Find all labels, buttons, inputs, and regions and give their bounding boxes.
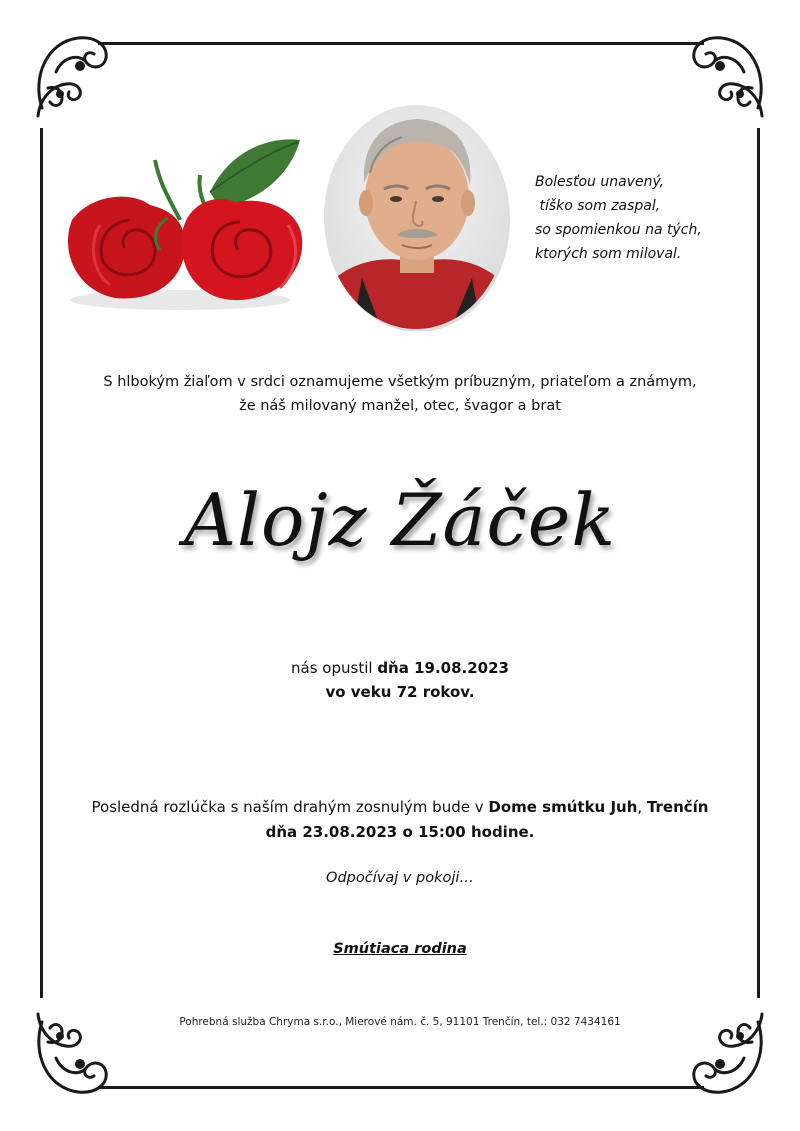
corner-ornament-top-left [26,28,118,120]
frame-top-line [98,42,704,45]
roses-image [60,130,310,320]
frame-right-line [757,128,760,998]
funeral-place: Dome smútku Juh [488,798,638,816]
death-info [60,656,740,704]
intro-line-2: že náš milovaný manžel, otec, švagor a brat [239,398,561,414]
funeral-separator: , [637,798,647,816]
funeral-place-line [60,795,740,820]
death-age: vo veku 72 rokov. [325,683,475,701]
deceased-portrait [322,103,510,331]
corner-ornament-top-right [682,28,774,120]
frame-left-line [40,128,43,998]
poem-line: Bolesťou unavený, [535,174,665,190]
death-date: dňa 19.08.2023 [377,659,509,677]
announcement-intro [60,370,740,418]
family-signature: Smútiaca rodina [333,941,467,957]
poem-line: so spomienkou na tých, [535,222,702,238]
poem-line: ktorých som miloval. [535,246,682,262]
rest-in-peace: Odpočívaj v pokoji… [326,870,474,886]
poem-line: tíško som zaspal, [535,198,661,214]
funeral-city: Trenčín [646,798,709,816]
frame-bottom-line [98,1086,704,1089]
funeral-info [60,795,740,845]
funeral-prefix: Posledná rozlúčka s naším drahým zosnulým bude v [91,798,489,816]
poem [535,170,755,266]
death-prefix: nás opustil [291,659,378,677]
deceased-name: Alojz Žáček [183,478,617,562]
funeral-datetime: dňa 23.08.2023 o 15:00 hodine. [265,823,535,841]
intro-line-1: S hlbokým žiaľom v srdci oznamujeme všetkým príbuzným, priateľom a známym, [103,374,697,390]
death-date-line [60,656,740,680]
funeral-service-footer: Pohrebná služba Chryma s.r.o., Mierové nám. č. 5, 91101 Trenčín, tel.: 032 7434161 [179,1016,621,1028]
